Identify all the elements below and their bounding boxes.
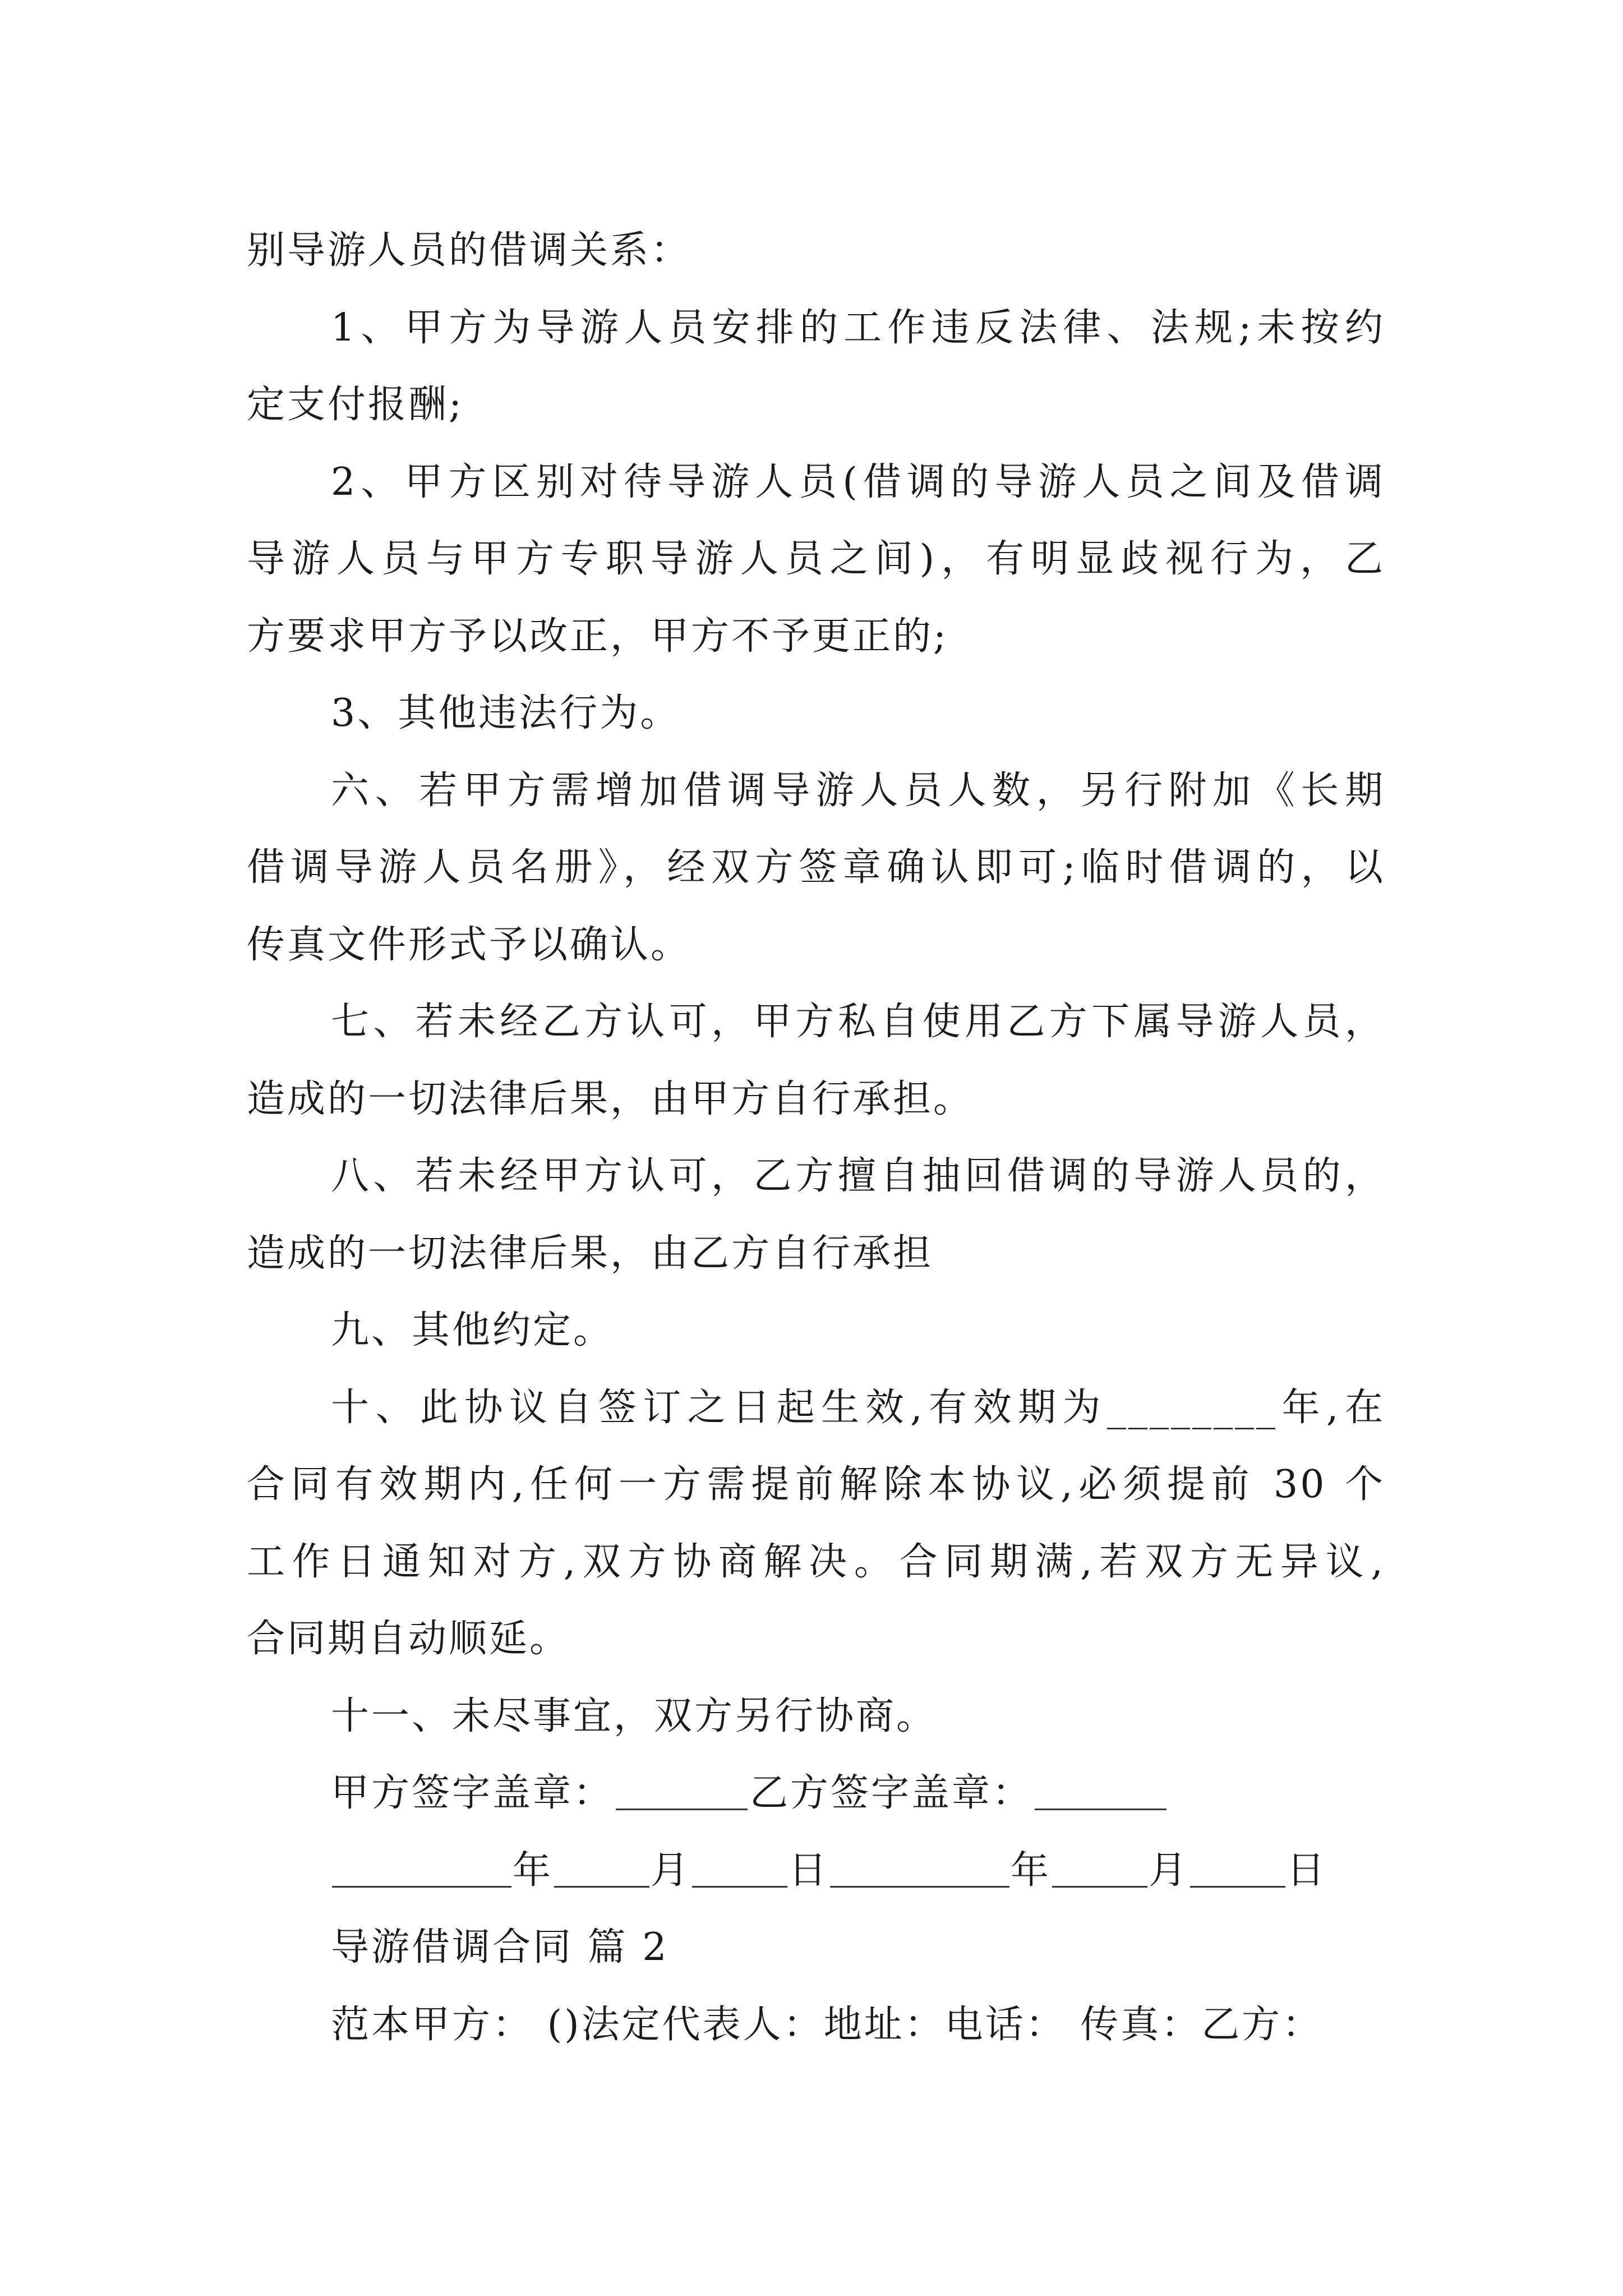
text-line: 1、甲方为导游人员安排的工作违反法律、法规;未按约 [331, 305, 1385, 350]
text-line: 合同有效期内,任何一方需提前解除本协议,必须提前 30 个 [247, 1462, 1385, 1507]
party-a-day-field[interactable] [692, 1852, 787, 1888]
document-body [247, 212, 1385, 2063]
month-label: 月 [651, 1848, 691, 1893]
text-line: 十一、未尽事宜，双方另行协商。 [331, 1694, 937, 1738]
section-title: 导游借调合同 篇 2 [331, 1925, 669, 1970]
day-label: 日 [1287, 1848, 1327, 1893]
party-b-month-field[interactable] [1052, 1852, 1147, 1888]
text-line: 九、其他约定。 [331, 1308, 614, 1352]
year-label: 年 [513, 1848, 554, 1893]
text-line: 方要求甲方予以改正，甲方不予更正的; [247, 614, 948, 659]
party-a-signature-field[interactable] [616, 1775, 748, 1810]
text-line: 范本甲方： ()法定代表人：地址：电话： 传真：乙方： [331, 2002, 1323, 2047]
text-line: 2、甲方区别对待导游人员(借调的导游人员之间及借调 [331, 459, 1385, 504]
month-label: 月 [1149, 1848, 1189, 1893]
text-line: 借调导游人员名册》，经双方签章确认即可;临时借调的，以 [247, 845, 1385, 890]
text-line: 造成的一切法律后果，由甲方自行承担。 [247, 1076, 974, 1121]
text-line: 传真文件形式予以确认。 [247, 922, 691, 967]
text-line: 3、其他违法行为。 [331, 691, 681, 735]
text-line: 合同期自动顺延。 [247, 1617, 570, 1661]
text-line: 七、若未经乙方认可，甲方私自使用乙方下属导游人员， [331, 1000, 1385, 1044]
party-a-year-field[interactable] [332, 1852, 511, 1888]
day-label: 日 [789, 1848, 829, 1893]
party-a-signature-label: 甲方签字盖章： [331, 1771, 614, 1815]
text-line: 定支付报酬; [247, 383, 464, 427]
text-line: 十、此协议自签订之日起生效,有效期为________年,在 [331, 1385, 1385, 1430]
party-b-year-field[interactable] [830, 1852, 1009, 1888]
party-b-signature-field[interactable] [1035, 1775, 1166, 1810]
signature-row [247, 1755, 1385, 1832]
text-line: 工作日通知对方,双方协商解决。合同期满,若双方无异议, [247, 1539, 1385, 1584]
text-line: 造成的一切法律后果，由乙方自行承担 [247, 1231, 934, 1276]
text-line: 导游人员与甲方专职导游人员之间)，有明显歧视行为，乙 [247, 537, 1385, 581]
year-label: 年 [1011, 1848, 1052, 1893]
date-row [247, 1832, 1385, 1910]
party-b-signature-label: 乙方签字盖章： [750, 1771, 1033, 1815]
text-line: 别导游人员的借调关系： [247, 228, 691, 273]
party-a-month-field[interactable] [554, 1852, 649, 1888]
text-line: 六、若甲方需增加借调导游人员人数，另行附加《长期 [331, 768, 1385, 813]
party-b-day-field[interactable] [1190, 1852, 1285, 1888]
text-line: 八、若未经甲方认可，乙方擅自抽回借调的导游人员的， [331, 1154, 1385, 1198]
